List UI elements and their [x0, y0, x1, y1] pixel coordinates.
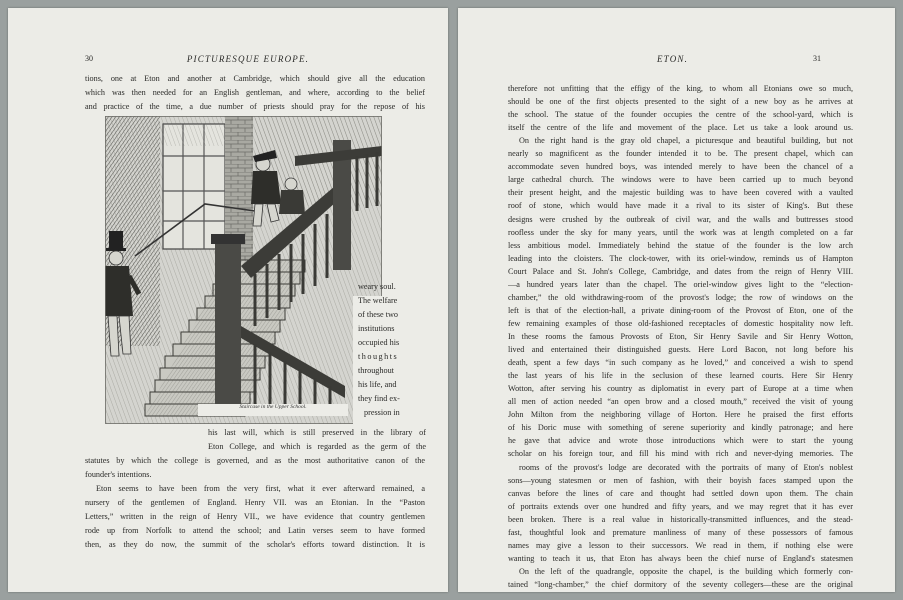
- text-line: weary soul.: [358, 282, 396, 291]
- text-line: accommodate seven hundred boys, was intended merely to have been the chancel of a: [508, 162, 853, 172]
- text-line: should be one of the first objects presented to the sight of a new boy as he arrives at: [508, 97, 853, 106]
- right-page-number: 31: [813, 54, 821, 63]
- right-running-head: [458, 54, 895, 68]
- text-line: Letters,” written in the reign of Henry VII., we have evidence that country gentlemen: [85, 512, 425, 521]
- text-line: institutions: [358, 324, 395, 333]
- text-line: his life, and: [358, 380, 397, 389]
- text-line: thoughts: [358, 352, 399, 361]
- text-line: large cathedral church. The windows were to have been carried up to much beyond: [508, 175, 853, 185]
- text-line: and practice of the time, a due number of priests should pray for the repose of his: [85, 102, 425, 111]
- left-page-number: 30: [85, 54, 93, 63]
- text-line: tions, one at Eton and another at Cambridge, which should give all the education: [85, 74, 425, 83]
- text-line: canvas before the lines of care and thought had settled down upon them. The chain: [508, 488, 853, 498]
- text-line: throughout: [358, 366, 394, 375]
- text-line: Eton seems to have been from the very first, what it ever afterward remained, a: [96, 484, 425, 493]
- text-line: On the right hand is the gray old chapel, a picturesque and beautiful building, but not: [519, 136, 853, 146]
- text-line: therefore not unfitting that the effigy of the king, to whom all Etonians owe so much,: [508, 84, 853, 93]
- right-page: [458, 8, 895, 592]
- text-line: itself the centre of the life and movement of the place. Let us take a look around us.: [508, 123, 853, 133]
- text-line: sons—young statesmen or men of fashion, with their boyish faces stamped upon the: [508, 475, 853, 485]
- text-line: chamber,” the old withdrawing-room of the provost's lodge; the row of windows on the: [508, 292, 853, 302]
- text-line: wanting to teach it us, that Eton has always been the chief nurse of England's statesmen: [508, 553, 853, 563]
- text-line: designs were crushed by the outbreak of civil war, and the walls and buttresses stood: [508, 214, 853, 224]
- text-line: which was then needed for an English gentleman, and where, according to the belief: [85, 88, 425, 97]
- text-line: scholar on his foreign tour, and fill his mind with rich and never-dying memories. The: [508, 449, 853, 459]
- text-line: been broken. There is a real value in historically-transmitted influences, and the stead-: [508, 514, 853, 524]
- text-line: nearly so magnificent as the founder intended it to be. The present chapel, which can: [508, 149, 853, 159]
- figure-caption: Staircase in the Upper School.: [198, 404, 348, 416]
- text-line: death, spent a few days “in such company as he loved,” and conceived a wish to spend: [508, 358, 853, 368]
- text-line: —a hundred years later than the chapel. The oriel-window gives light to the “election-: [508, 279, 853, 289]
- text-line: founder's intentions.: [85, 470, 152, 479]
- text-line: tained “long-chamber,” the chief dormitory of the seventy collegers—these are the original: [508, 579, 853, 589]
- engraving-illustration: [105, 116, 382, 424]
- text-line: leading into the cloisters. The clock-tower, with its oriel-window, reminds us of Hampton: [508, 253, 853, 263]
- text-line: statutes by which the college is governed, and as the most authoritative canon of the: [85, 456, 425, 465]
- text-line: of portraits extends over one hundred and fifty years, and we may regret that it has ever: [508, 501, 853, 511]
- text-line: On the left of the quadrangle, opposite the chapel, is the building which formerly con-: [519, 566, 853, 576]
- text-line: roof of stone, which would have made it a rival to its sister of King's. But these: [508, 201, 853, 211]
- text-line: roofless under the sky for many years, until the work was at length completed on a far: [508, 227, 853, 237]
- staircase-engraving: [105, 116, 382, 424]
- right-running-title: ETON.: [656, 54, 689, 64]
- text-line: occupied his: [358, 338, 400, 347]
- text-line: his last will, which is still preserved in the library of: [208, 428, 426, 437]
- text-line: he gave that advice and wrote those introductions which were to start the young: [508, 436, 853, 446]
- text-line: less ambitious model. Immediately behind the statue of the founder is the low arch: [508, 240, 853, 250]
- text-line: rooms of the provost's lodge are decorated with the portraits of many of Eton's noblest: [519, 462, 853, 472]
- text-line: Court Palace and St. John's College, Cambridge, and dates from the reign of Henry VIII.: [508, 266, 853, 276]
- text-line: The welfare: [358, 296, 398, 305]
- text-line: lived and entertained their distinguished guests. Here Lord Bacon, not long before his: [508, 345, 853, 354]
- text-line: of his Doric muse with something of serene superiority and kindly patronage; and here: [508, 423, 853, 433]
- text-line: few remaining examples of those old-fashioned receptacles of domestic hospitality now left.: [508, 318, 853, 328]
- text-line: John Milton from the neighboring village of Horton. Here he praised the first efforts: [508, 410, 853, 420]
- text-line: their present height, and the majestic building was to have been covered with a vaulted: [508, 188, 853, 198]
- text-line: Eton College, and which is regarded as the germ of the: [208, 442, 426, 451]
- text-line: they find ex-: [358, 394, 400, 403]
- left-running-head: [8, 54, 448, 68]
- text-line: fast, thoughtful look and premature manliness of many of these possessors of famous: [508, 527, 853, 537]
- text-line: rode up from Norfolk to attend the school; and Latin verses seem to have formed: [85, 526, 425, 535]
- text-line: left is that of the election-hall, a private dining-room of the Provost of Eton, one of the: [508, 305, 853, 315]
- text-line: of these two: [358, 310, 399, 319]
- text-line: pression in: [364, 408, 400, 417]
- left-running-title: PICTURESQUE EUROPE.: [186, 54, 310, 64]
- text-line: nursery of the gentlemen of England. Henry VII. was an Etonian. In the “Paston: [85, 498, 425, 507]
- text-line: all men of action needed “an open brow and a closed mouth,” received the visit of young: [508, 397, 853, 407]
- text-line: names may give a lesson to their successors. We read in them, if nothing else were: [508, 540, 853, 550]
- text-line: the last years of his life in the seclusion of these learned courts. Here Sir Henry: [508, 371, 853, 381]
- text-line: In these rooms the famous Provosts of Eton, Sir Henry Savile and Sir Henry Wotton,: [508, 332, 853, 341]
- text-line: the school. The statue of the founder occupies the centre of the school-yard, which is: [508, 110, 853, 120]
- left-page: [8, 8, 448, 592]
- text-line: Wotton, after serving his country as diplomatist in every part of Europe at a time when: [508, 384, 853, 394]
- text-line: then, as they do now, the summit of the scholar's efforts toward distinction. It is: [85, 540, 425, 549]
